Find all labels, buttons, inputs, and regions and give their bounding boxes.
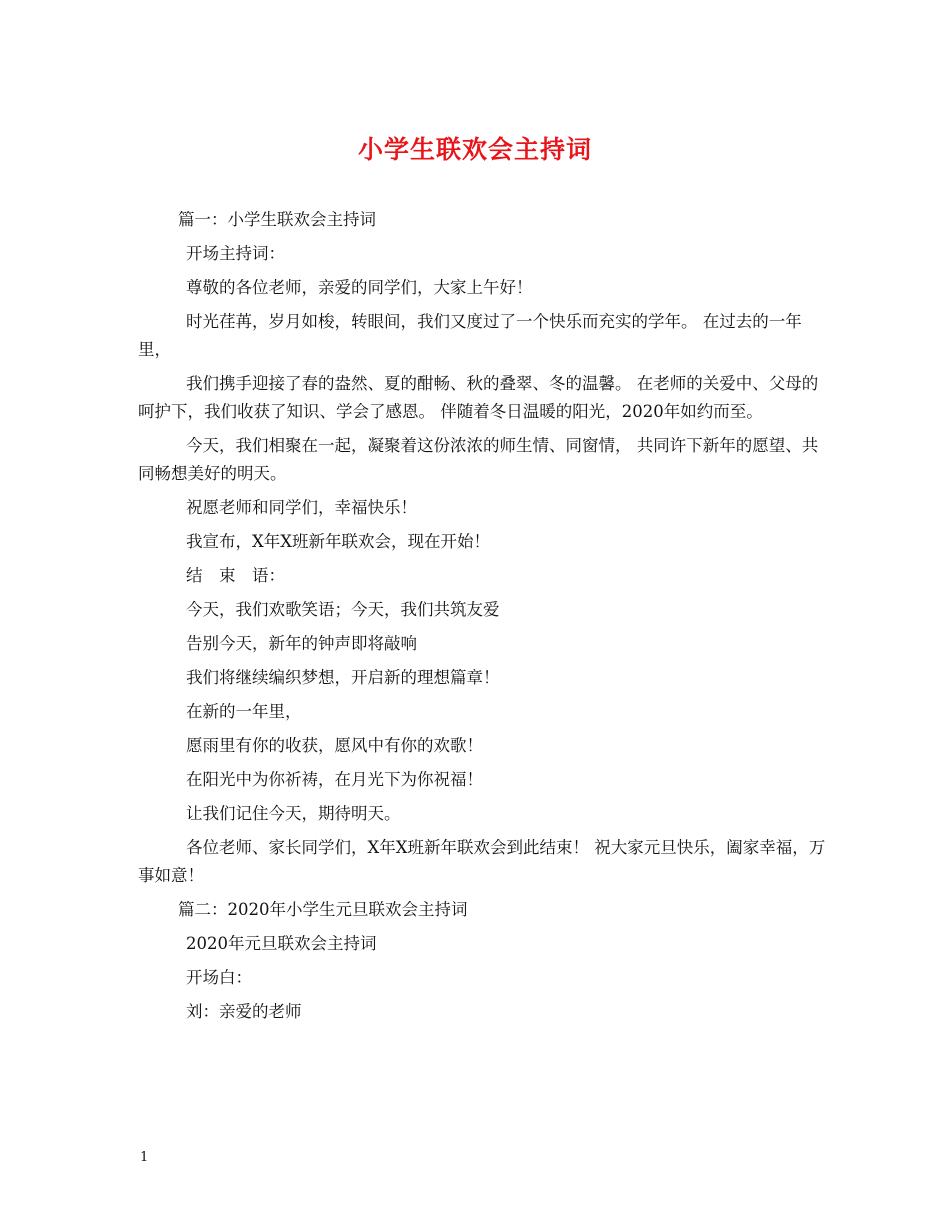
paragraph: 今天，我们欢歌笑语；今天，我们共筑友爱 <box>186 600 500 619</box>
section-heading-2: 篇二：2020年小学生元旦联欢会主持词 <box>178 900 468 919</box>
paragraph: 2020年元旦联欢会主持词 <box>186 934 377 953</box>
paragraph: 我们携手迎接了春的盎然、夏的酣畅、秋的叠翠、冬的温馨。 在老师的关爱中、父母的呵护下，我们收获了知识、学会了感恩。 伴随着冬日温暖的阳光，2020年如约而至。 <box>138 374 819 421</box>
paragraph: 让我们记住今天，期待明天。 <box>186 804 401 823</box>
paragraph: 开场白： <box>186 968 252 987</box>
document-body <box>138 206 830 1032</box>
paragraph: 各位老师、家长同学们，X年X班新年联欢会到此结束！ 祝大家元旦快乐，阖家幸福，万事如意！ <box>138 838 826 885</box>
page-number: 1 <box>140 1150 149 1165</box>
paragraph: 愿雨里有你的收获，愿风中有你的欢歌！ <box>186 736 483 755</box>
paragraph: 尊敬的各位老师，亲爱的同学们，大家上午好！ <box>186 278 533 297</box>
document-title: 小学生联欢会主持词 <box>357 135 592 164</box>
paragraph: 结 束 语： <box>186 566 285 585</box>
paragraph: 刘：亲爱的老师 <box>186 1002 302 1021</box>
paragraph: 开场主持词： <box>186 244 285 263</box>
paragraph: 告别今天，新年的钟声即将敲响 <box>186 634 417 653</box>
paragraph: 祝愿老师和同学们，幸福快乐！ <box>186 498 417 517</box>
paragraph: 今天，我们相聚在一起，凝聚着这份浓浓的师生情、同窗情， 共同许下新年的愿望、共同畅想美好的明天。 <box>138 436 819 483</box>
paragraph: 我们将继续编织梦想，开启新的理想篇章！ <box>186 668 500 687</box>
section-heading-1: 篇一：小学生联欢会主持词 <box>178 210 376 229</box>
paragraph: 在新的一年里， <box>186 702 302 721</box>
paragraph: 时光荏苒，岁月如梭，转眼间，我们又度过了一个快乐而充实的学年。 在过去的一年里， <box>138 312 802 359</box>
paragraph: 我宣布，X年X班新年联欢会，现在开始！ <box>186 532 490 551</box>
paragraph: 在阳光中为你祈祷，在月光下为你祝福！ <box>186 770 483 789</box>
